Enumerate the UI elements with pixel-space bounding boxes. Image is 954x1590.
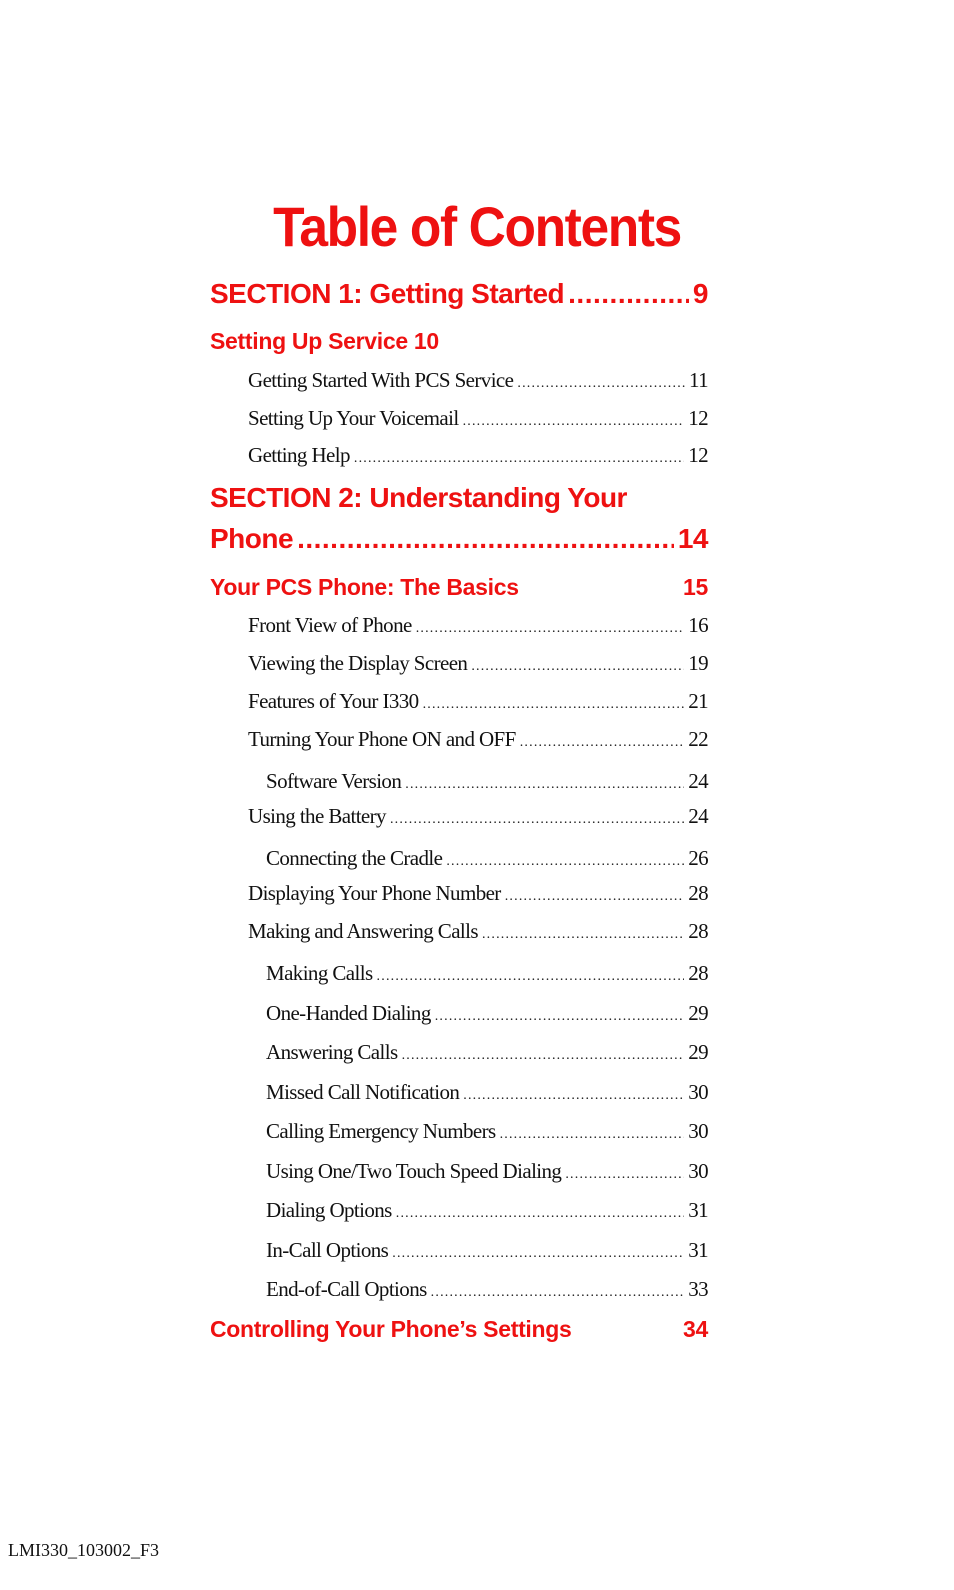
page-number: 31 <box>688 1198 708 1222</box>
toc-entry[interactable] <box>266 1119 708 1144</box>
page-number: 34 <box>683 1316 708 1342</box>
toc-section-1[interactable] <box>210 278 708 310</box>
toc-entry[interactable] <box>248 689 708 714</box>
page-number: 19 <box>688 651 708 675</box>
toc-entry[interactable] <box>266 1198 708 1223</box>
page-title: Table of Contents <box>273 195 681 258</box>
entry-label: Turning Your Phone ON and OFF <box>248 727 516 751</box>
entry-label: Software Version <box>266 769 402 793</box>
dot-leader <box>396 1206 684 1222</box>
page-number: 29 <box>688 1001 708 1025</box>
section-2-heading-line1[interactable]: SECTION 2: Understanding Your <box>210 482 627 513</box>
page-number: 30 <box>688 1080 708 1104</box>
document-id-footer: LMI330_103002_F3 <box>8 1540 160 1560</box>
toc-entry[interactable] <box>248 406 708 431</box>
subsection-label: Controlling Your Phone’s Settings <box>210 1316 572 1342</box>
dot-leader <box>297 523 674 555</box>
entry-label: Features of Your I330 <box>248 689 419 713</box>
dot-leader <box>446 854 684 870</box>
toc-entry[interactable] <box>248 651 708 676</box>
page-number: 21 <box>688 689 708 713</box>
toc-entry[interactable] <box>248 881 708 906</box>
dot-leader <box>565 1167 684 1183</box>
entry-label: Answering Calls <box>266 1040 398 1064</box>
dot-leader <box>505 889 684 905</box>
entry-label: Missed Call Notification <box>266 1080 460 1104</box>
toc-entry[interactable] <box>266 1277 708 1302</box>
dot-leader <box>435 1009 684 1025</box>
entry-label: In-Call Options <box>266 1238 389 1262</box>
page-number: 28 <box>688 961 708 985</box>
entry-label: Making and Answering Calls <box>248 919 478 943</box>
toc-entry[interactable] <box>248 727 708 752</box>
page-number: 24 <box>688 769 708 793</box>
page-number: 30 <box>688 1119 708 1143</box>
entry-label: One-Handed Dialing <box>266 1001 431 1025</box>
page-number: 24 <box>688 804 708 828</box>
toc-entry[interactable] <box>248 804 708 829</box>
dot-leader <box>423 697 685 713</box>
page-number: 12 <box>688 406 708 430</box>
dot-leader <box>463 1088 684 1104</box>
page-number: 30 <box>688 1159 708 1183</box>
dot-leader <box>517 376 685 392</box>
dot-leader <box>482 927 684 943</box>
dot-leader <box>568 278 689 310</box>
entry-label: Getting Help <box>248 443 350 467</box>
entry-label: Using One/Two Touch Speed Dialing <box>266 1159 562 1183</box>
entry-label: Using the Battery <box>248 804 386 828</box>
page-number: 28 <box>688 881 708 905</box>
dot-leader <box>377 969 685 985</box>
dot-leader <box>392 1246 684 1262</box>
page-number: 14 <box>677 523 708 554</box>
toc-entry[interactable] <box>266 1001 708 1026</box>
toc-entry[interactable] <box>266 1080 708 1105</box>
toc-entry[interactable] <box>266 846 708 871</box>
entry-label: Setting Up Your Voicemail <box>248 406 459 430</box>
toc-section-2[interactable] <box>210 523 708 555</box>
page-number: 12 <box>688 443 708 467</box>
entry-label: Viewing the Display Screen <box>248 651 468 675</box>
subsection-label: Your PCS Phone: The Basics <box>210 574 519 600</box>
toc-entry[interactable] <box>266 1238 708 1263</box>
entry-label: Getting Started With PCS Service <box>248 368 514 392</box>
toc-entry[interactable] <box>248 368 708 393</box>
page-number: 16 <box>688 613 708 637</box>
page-number: 28 <box>688 919 708 943</box>
dot-leader <box>463 414 685 430</box>
entry-label: Displaying Your Phone Number <box>248 881 501 905</box>
toc-entry[interactable] <box>248 919 708 944</box>
section-label: SECTION 1: Getting Started <box>210 278 565 309</box>
dot-leader <box>416 621 684 637</box>
page-number: 29 <box>688 1040 708 1064</box>
section-label: Phone <box>210 523 294 554</box>
dot-leader <box>471 659 684 675</box>
dot-leader <box>402 1048 685 1064</box>
toc-entry[interactable] <box>248 443 708 468</box>
dot-leader <box>500 1127 685 1143</box>
entry-label: Calling Emergency Numbers <box>266 1119 496 1143</box>
toc-entry[interactable] <box>266 961 708 986</box>
page-number: 9 <box>692 278 708 309</box>
toc-entry[interactable] <box>266 769 708 794</box>
entry-label: Connecting the Cradle <box>266 846 443 870</box>
page-number: 22 <box>688 727 708 751</box>
entry-label: End-of-Call Options <box>266 1277 427 1301</box>
page-number: 15 <box>683 574 708 600</box>
page-number: 31 <box>688 1238 708 1262</box>
toc-setting-up-service[interactable] <box>210 328 708 355</box>
entry-label: Dialing Options <box>266 1198 392 1222</box>
toc-entry[interactable] <box>266 1159 708 1184</box>
toc-controlling-settings[interactable] <box>210 1316 708 1343</box>
dot-leader <box>354 451 684 467</box>
dot-leader <box>405 777 684 793</box>
page-number: 26 <box>688 846 708 870</box>
page-number: 33 <box>688 1277 708 1301</box>
toc-pcs-phone-basics[interactable] <box>210 574 708 601</box>
toc-entry[interactable] <box>266 1040 708 1065</box>
entry-label: Making Calls <box>266 961 373 985</box>
subsection-label: Setting Up Service 10 <box>210 328 439 354</box>
dot-leader <box>390 812 684 828</box>
dot-leader <box>431 1285 685 1301</box>
entry-label: Front View of Phone <box>248 613 412 637</box>
dot-leader <box>520 735 684 751</box>
toc-entry[interactable] <box>248 613 708 638</box>
page-number: 11 <box>688 368 708 392</box>
